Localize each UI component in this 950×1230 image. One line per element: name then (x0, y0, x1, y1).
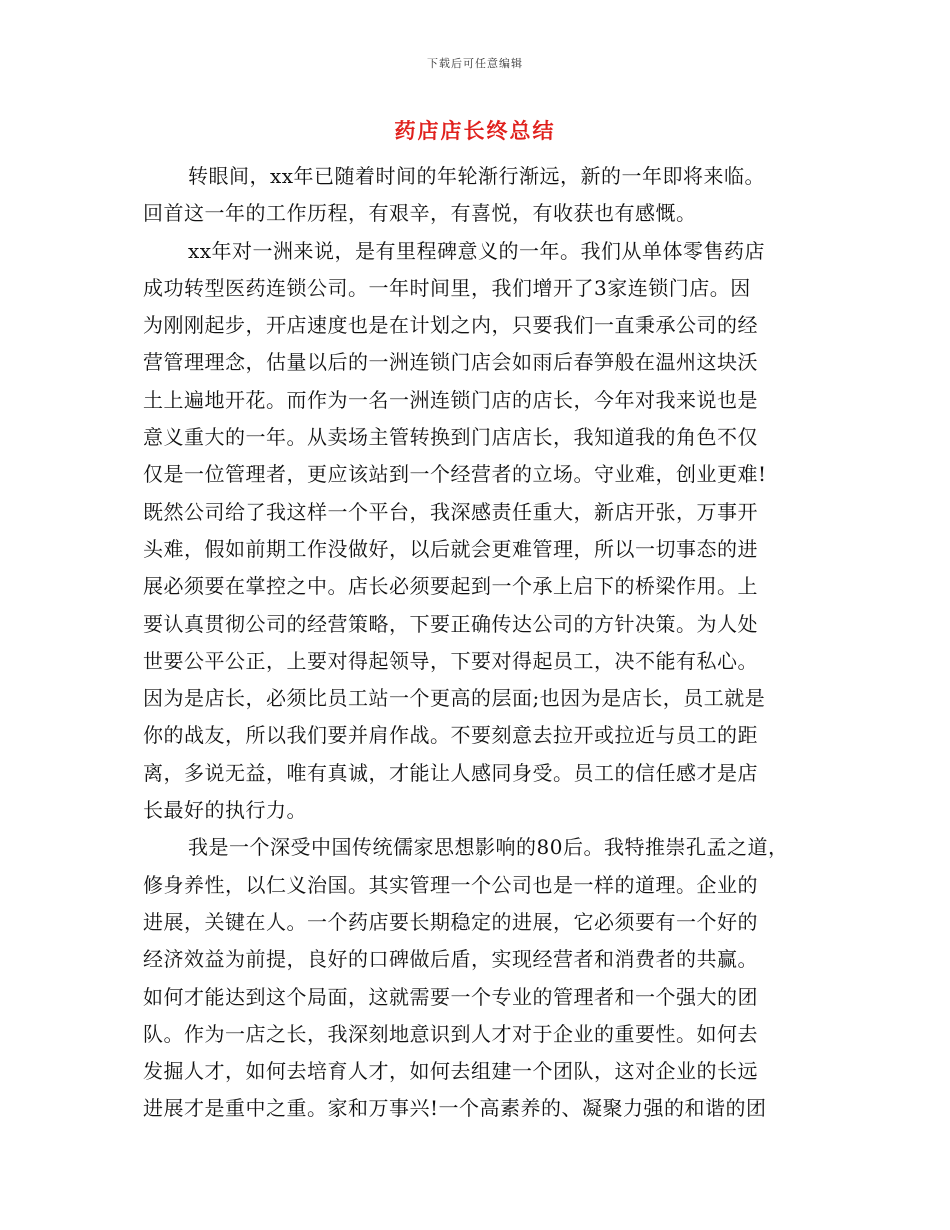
paragraph-line: 你的战友，所以我们要并肩作战。不要刻意去拉开或拉近与员工的距 (143, 723, 758, 748)
paragraph-line: 土上遍地开花。而作为一名一洲连锁门店的店长，今年对我来说也是 (143, 387, 758, 412)
paragraph-line: 队。作为一店之长，我深刻地意识到人才对于企业的重要性。如何去 (143, 1021, 758, 1046)
paragraph-line: 成功转型医药连锁公司。一年时间里，我们增开了3家连锁门店。因 (143, 275, 751, 300)
paragraph-line: 要认真贯彻公司的经营策略，下要正确传达公司的方针决策。为人处 (143, 611, 758, 636)
paragraph-line: 发掘人才，如何去培育人才，如何去组建一个团队，这对企业的长远 (143, 1059, 758, 1084)
paragraph-line: 经济效益为前提，良好的口碑做后盾，实现经营者和消费者的共赢。 (143, 947, 758, 972)
paragraph-line: 仅是一位管理者，更应该站到一个经营者的立场。守业难，创业更难! (143, 462, 767, 487)
paragraph-line: 我是一个深受中国传统儒家思想影响的80后。我特推崇孔孟之道， (188, 835, 789, 860)
paragraph-line: 世要公平公正，上要对得起领导，下要对得起员工，决不能有私心。 (143, 648, 758, 673)
paragraph-line: 长最好的执行力。 (143, 798, 307, 823)
paragraph-line: 为刚刚起步，开店速度也是在计划之内，只要我们一直秉承公司的经 (143, 313, 758, 338)
paragraph-line: 进展，关键在人。一个药店要长期稳定的进展，它必须要有一个好的 (143, 909, 758, 934)
paragraph-line: 离，多说无益，唯有真诚，才能让人感同身受。员工的信任感才是店 (143, 760, 758, 785)
paragraph-line: 修身养性，以仁义治国。其实管理一个公司也是一样的道理。企业的 (143, 872, 758, 897)
paragraph-line: 因为是店长，必须比员工站一个更高的层面;也因为是店长，员工就是 (143, 686, 766, 711)
paragraph-line: 既然公司给了我这样一个平台，我深感责任重大，新店开张，万事开 (143, 499, 758, 524)
document-body (143, 158, 823, 1128)
paragraph-line: xx年对一洲来说，是有里程碑意义的一年。我们从单体零售药店 (188, 238, 766, 263)
document-title: 药店店长终总结 (394, 118, 556, 143)
paragraph-line: 头难，假如前期工作没做好，以后就会更难管理，所以一切事态的进 (143, 536, 758, 561)
paragraph-line: 回首这一年的工作历程，有艰辛，有喜悦，有收获也有感慨。 (143, 201, 697, 226)
paragraph-line: 营管理理念，估量以后的一洲连锁门店会如雨后春笋般在温州这块沃 (143, 350, 758, 375)
paragraph-line: 意义重大的一年。从卖场主管转换到门店店长，我知道我的角色不仅 (143, 425, 758, 450)
paragraph-line: 如何才能达到这个局面，这就需要一个专业的管理者和一个强大的团 (143, 984, 758, 1009)
paragraph-line: 进展才是重中之重。家和万事兴!一个高素养的、凝聚力强的和谐的团 (143, 1096, 767, 1121)
paragraph-line: 转眼间，xx年已随着时间的年轮渐行渐远，新的一年即将来临。 (188, 164, 766, 188)
header-note: 下载后可任意编辑 (427, 57, 523, 70)
paragraph-line: 展必须要在掌控之中。店长必须要起到一个承上启下的桥梁作用。上 (143, 574, 758, 599)
